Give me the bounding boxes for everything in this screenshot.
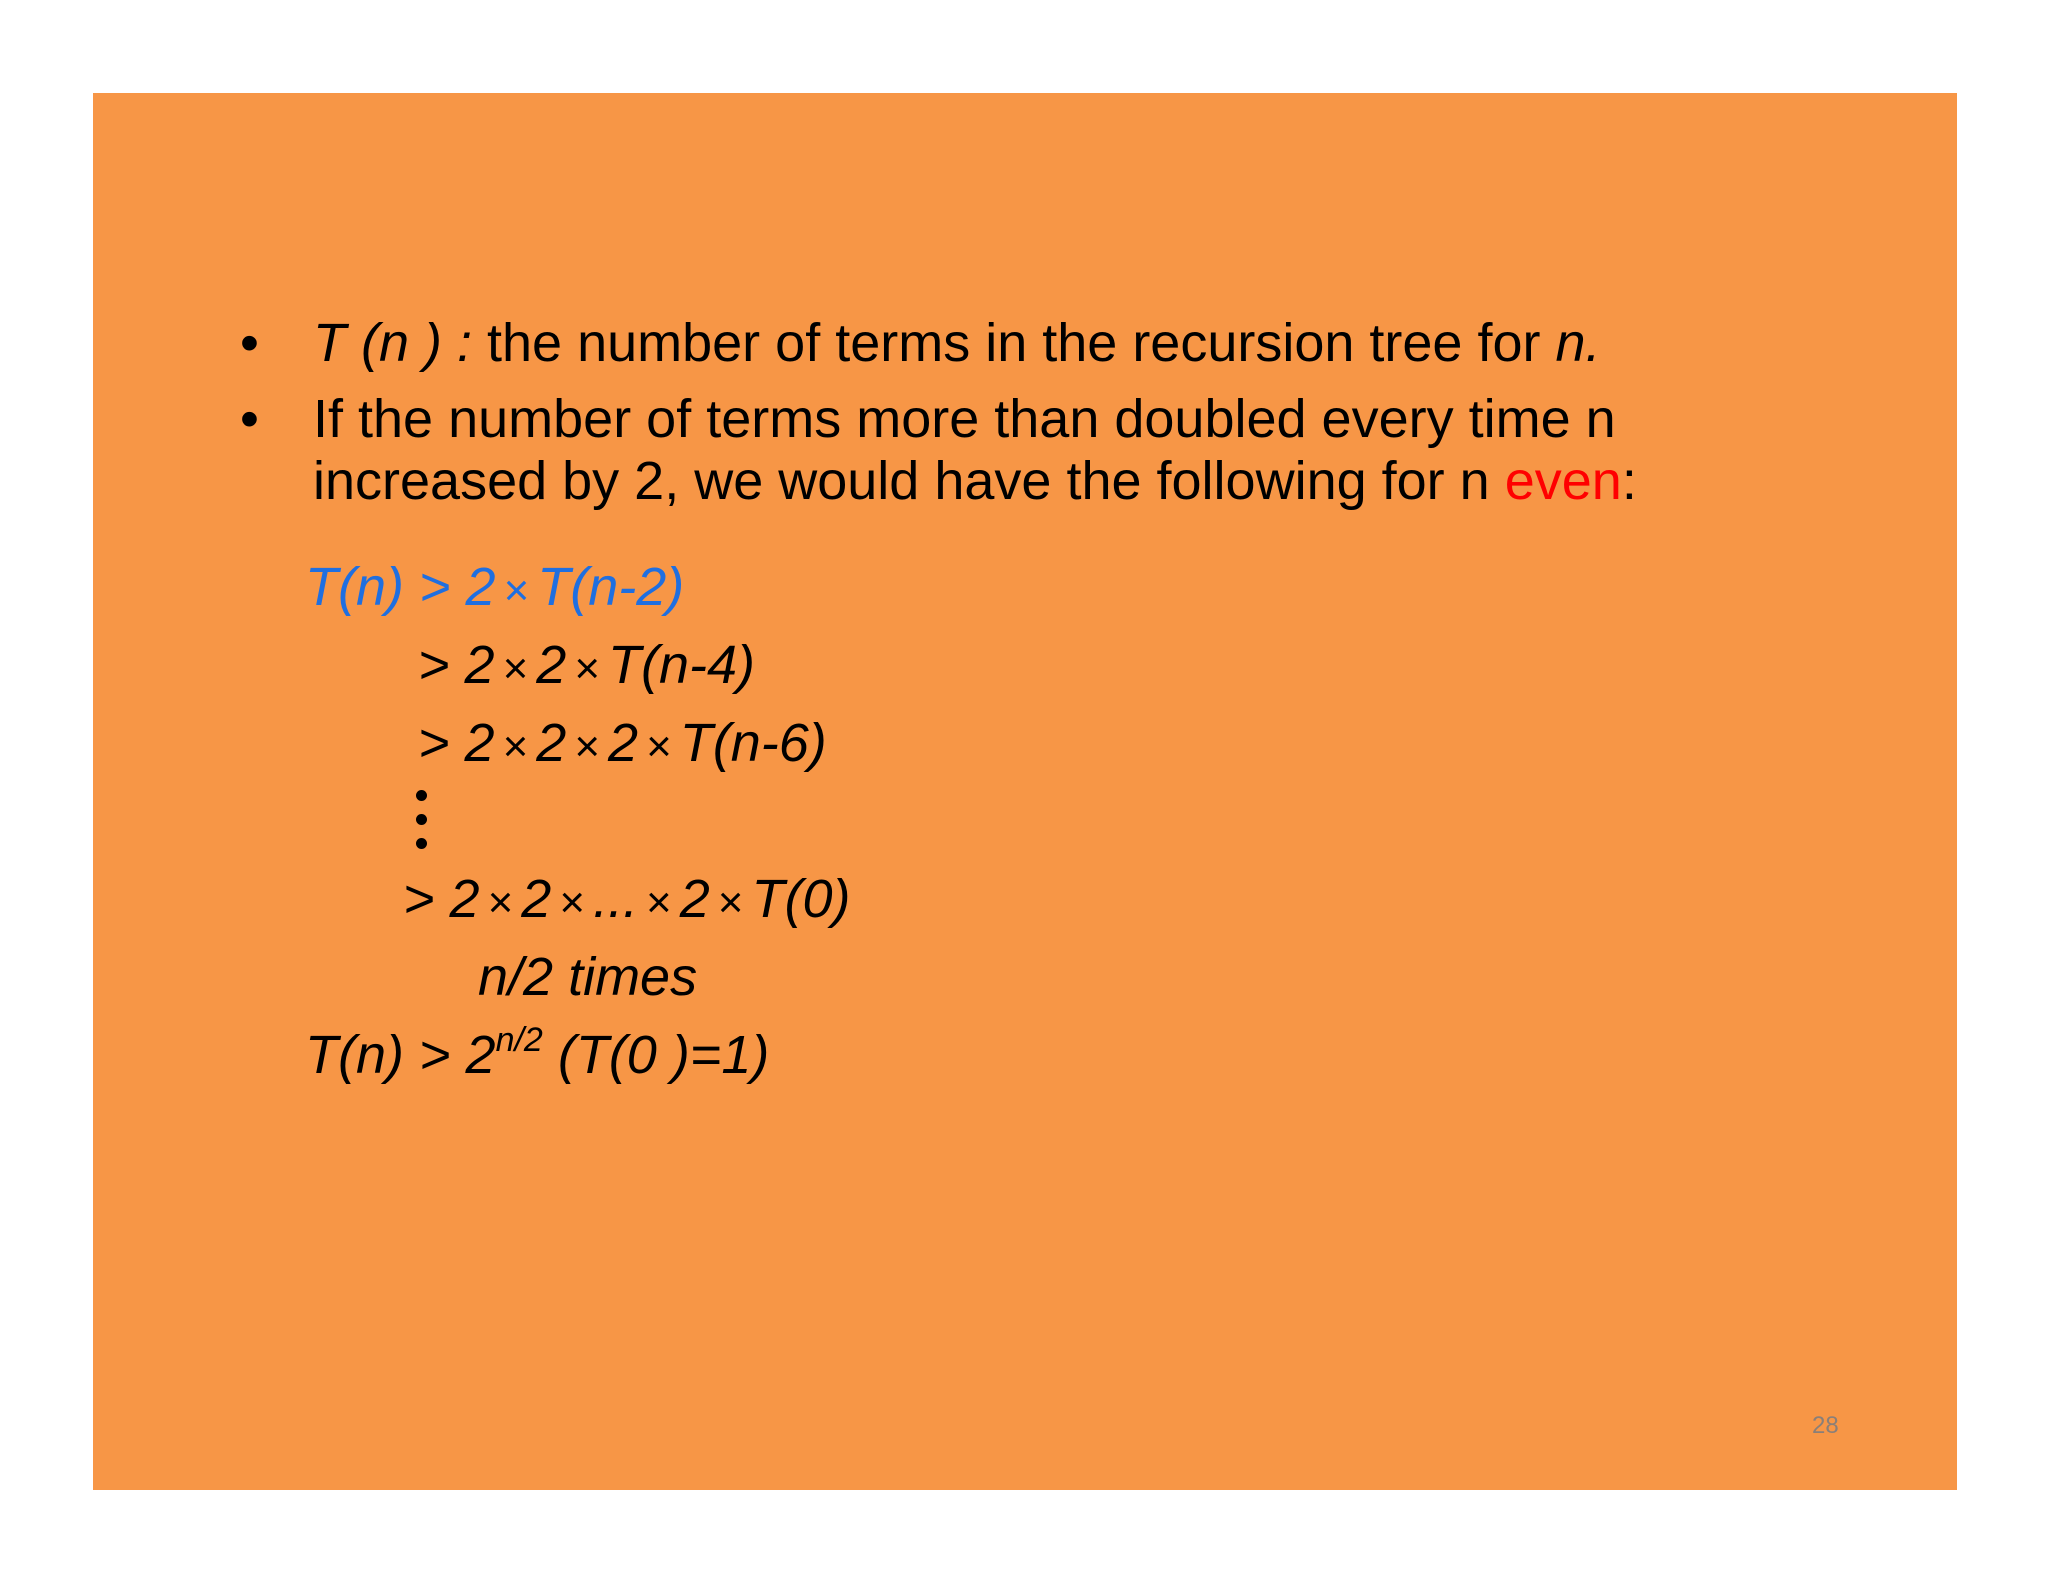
page-number: 28 bbox=[1812, 1412, 1839, 1439]
times-symbol: × bbox=[646, 878, 672, 927]
times-symbol: × bbox=[502, 644, 529, 693]
times-symbol: × bbox=[502, 722, 529, 771]
highlight-even: even bbox=[1504, 451, 1622, 511]
derivation-result bbox=[305, 1021, 770, 1093]
bullet-item-definition bbox=[240, 312, 1820, 374]
times-symbol: × bbox=[646, 722, 672, 771]
derivation-line-1 bbox=[305, 556, 684, 622]
bullet-text-line2: increased by 2, we would have the following for n bbox=[313, 451, 1505, 511]
bullet-text-line1: If the number of terms more than doubled every time n bbox=[313, 389, 1616, 449]
math-term: > 2 bbox=[418, 635, 495, 695]
math-term: T(n-6) bbox=[679, 713, 827, 773]
bullet-text: the number of terms in the recursion tree for bbox=[472, 313, 1556, 373]
math-term: T(n-2) bbox=[537, 557, 685, 617]
derivation-line-4 bbox=[403, 868, 850, 934]
math-term: 2 bbox=[536, 713, 567, 773]
bullet-icon: • bbox=[240, 389, 259, 449]
times-label: n/2 times bbox=[478, 947, 698, 1007]
math-term: 2 bbox=[679, 869, 710, 929]
times-symbol: × bbox=[503, 566, 530, 615]
result-exponent: n/2 bbox=[495, 1021, 543, 1059]
times-symbol: × bbox=[559, 878, 586, 927]
bullet-list bbox=[240, 312, 1820, 526]
math-term: > 2 bbox=[418, 713, 495, 773]
bullet-term-end: n. bbox=[1555, 313, 1601, 373]
times-symbol: × bbox=[487, 878, 514, 927]
math-term: ... bbox=[593, 869, 639, 929]
derivation-line-2 bbox=[418, 634, 755, 700]
slide-background bbox=[93, 93, 1957, 1490]
math-term: 2 bbox=[608, 713, 639, 773]
times-symbol: × bbox=[574, 722, 601, 771]
vertical-ellipsis-icon bbox=[416, 790, 430, 862]
result-note: (T(0 )=1) bbox=[542, 1025, 770, 1085]
bullet-item-doubling bbox=[240, 388, 1820, 512]
math-term: T(0) bbox=[751, 869, 851, 929]
math-term: T(n) > 2 bbox=[305, 557, 496, 617]
times-symbol: × bbox=[574, 644, 601, 693]
derivation-line-3 bbox=[418, 712, 827, 778]
bullet-term: T (n ) : bbox=[313, 313, 472, 373]
times-symbol: × bbox=[717, 878, 744, 927]
result-base: T(n) > 2 bbox=[305, 1025, 496, 1085]
math-term: 2 bbox=[536, 635, 567, 695]
bullet-icon: • bbox=[240, 313, 259, 373]
math-term: T(n-4) bbox=[608, 635, 756, 695]
bullet-suffix: : bbox=[1621, 451, 1637, 511]
math-term: 2 bbox=[521, 869, 552, 929]
math-term: > 2 bbox=[403, 869, 480, 929]
